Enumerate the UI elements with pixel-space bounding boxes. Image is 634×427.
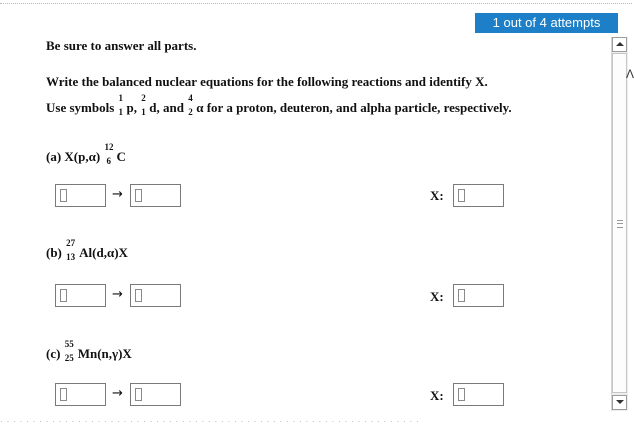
input-cursor-icon [60, 388, 67, 401]
attempts-badge: 1 out of 4 attempts [475, 13, 618, 33]
input-cursor-icon [135, 189, 142, 202]
proton-symbol: p, [126, 100, 137, 115]
footer-status: · · · · · · · · · · · · · · · · · · · · · · · · · · · · · · · · · · · · · · · · · · · · · · · · · · · · · · · · · · · · · · · · · [0, 416, 420, 426]
scrollbar-thumb[interactable] [612, 53, 627, 393]
deuteron-isotope: 2 1 [141, 93, 146, 118]
instruction-text: Be sure to answer all parts. [46, 38, 197, 53]
part-b-arrow: → [112, 287, 123, 302]
vertical-scrollbar[interactable] [611, 37, 628, 411]
carbon-isotope: 12 6 [104, 142, 114, 167]
part-c-x-input[interactable] [453, 383, 504, 406]
input-cursor-icon [135, 289, 142, 302]
alpha-symbol: α for a proton, deuteron, and alpha particle, respectively. [196, 100, 512, 115]
deuteron-symbol: d, and [149, 100, 184, 115]
part-c-prefix: (c) [46, 346, 61, 361]
part-c-reactant-input[interactable] [55, 383, 106, 406]
grip-icon [617, 220, 623, 228]
alpha-isotope: 4 2 [188, 93, 193, 118]
scroll-down-button[interactable] [612, 395, 627, 410]
part-b-x-label: X: [430, 289, 444, 304]
part-b-reactant-input[interactable] [55, 284, 106, 307]
part-b-label [46, 238, 128, 263]
question-text: Write the balanced nuclear equations for the following reactions and identify X. [46, 74, 488, 89]
input-cursor-icon [458, 289, 465, 302]
manganese-isotope: 55 25 [64, 339, 74, 364]
manganese-reaction: Mn(n,γ)X [77, 346, 132, 361]
aluminum-reaction: Al(d,α)X [79, 245, 128, 260]
part-c-x-label: X: [430, 388, 444, 403]
input-cursor-icon [60, 189, 67, 202]
part-b-prefix: (b) [46, 245, 62, 260]
carbon-symbol: C [116, 149, 126, 164]
part-a-arrow: → [112, 187, 123, 202]
symbols-line [46, 93, 512, 118]
part-b-product-input[interactable] [130, 284, 181, 307]
top-divider [0, 3, 632, 5]
input-cursor-icon [458, 189, 465, 202]
aluminum-isotope: 27 13 [66, 238, 76, 263]
part-a-reaction: (a) X(p,α) [46, 149, 101, 164]
edge-mark: Λ [626, 67, 634, 81]
part-c-label [46, 339, 132, 364]
part-a-label [46, 142, 126, 167]
arrow-up-icon [616, 42, 624, 46]
input-cursor-icon [60, 289, 67, 302]
part-a-reactant-input[interactable] [55, 184, 106, 207]
part-a-x-input[interactable] [453, 184, 504, 207]
part-c-arrow: → [112, 386, 123, 401]
arrow-down-icon [616, 400, 624, 404]
scroll-up-button[interactable] [612, 37, 627, 52]
part-a-product-input[interactable] [130, 184, 181, 207]
input-cursor-icon [458, 388, 465, 401]
input-cursor-icon [135, 388, 142, 401]
part-c-product-input[interactable] [130, 383, 181, 406]
part-b-x-input[interactable] [453, 284, 504, 307]
symbols-prefix: Use symbols [46, 100, 115, 115]
part-a-x-label: X: [430, 188, 444, 203]
proton-isotope: 1 1 [118, 93, 124, 118]
